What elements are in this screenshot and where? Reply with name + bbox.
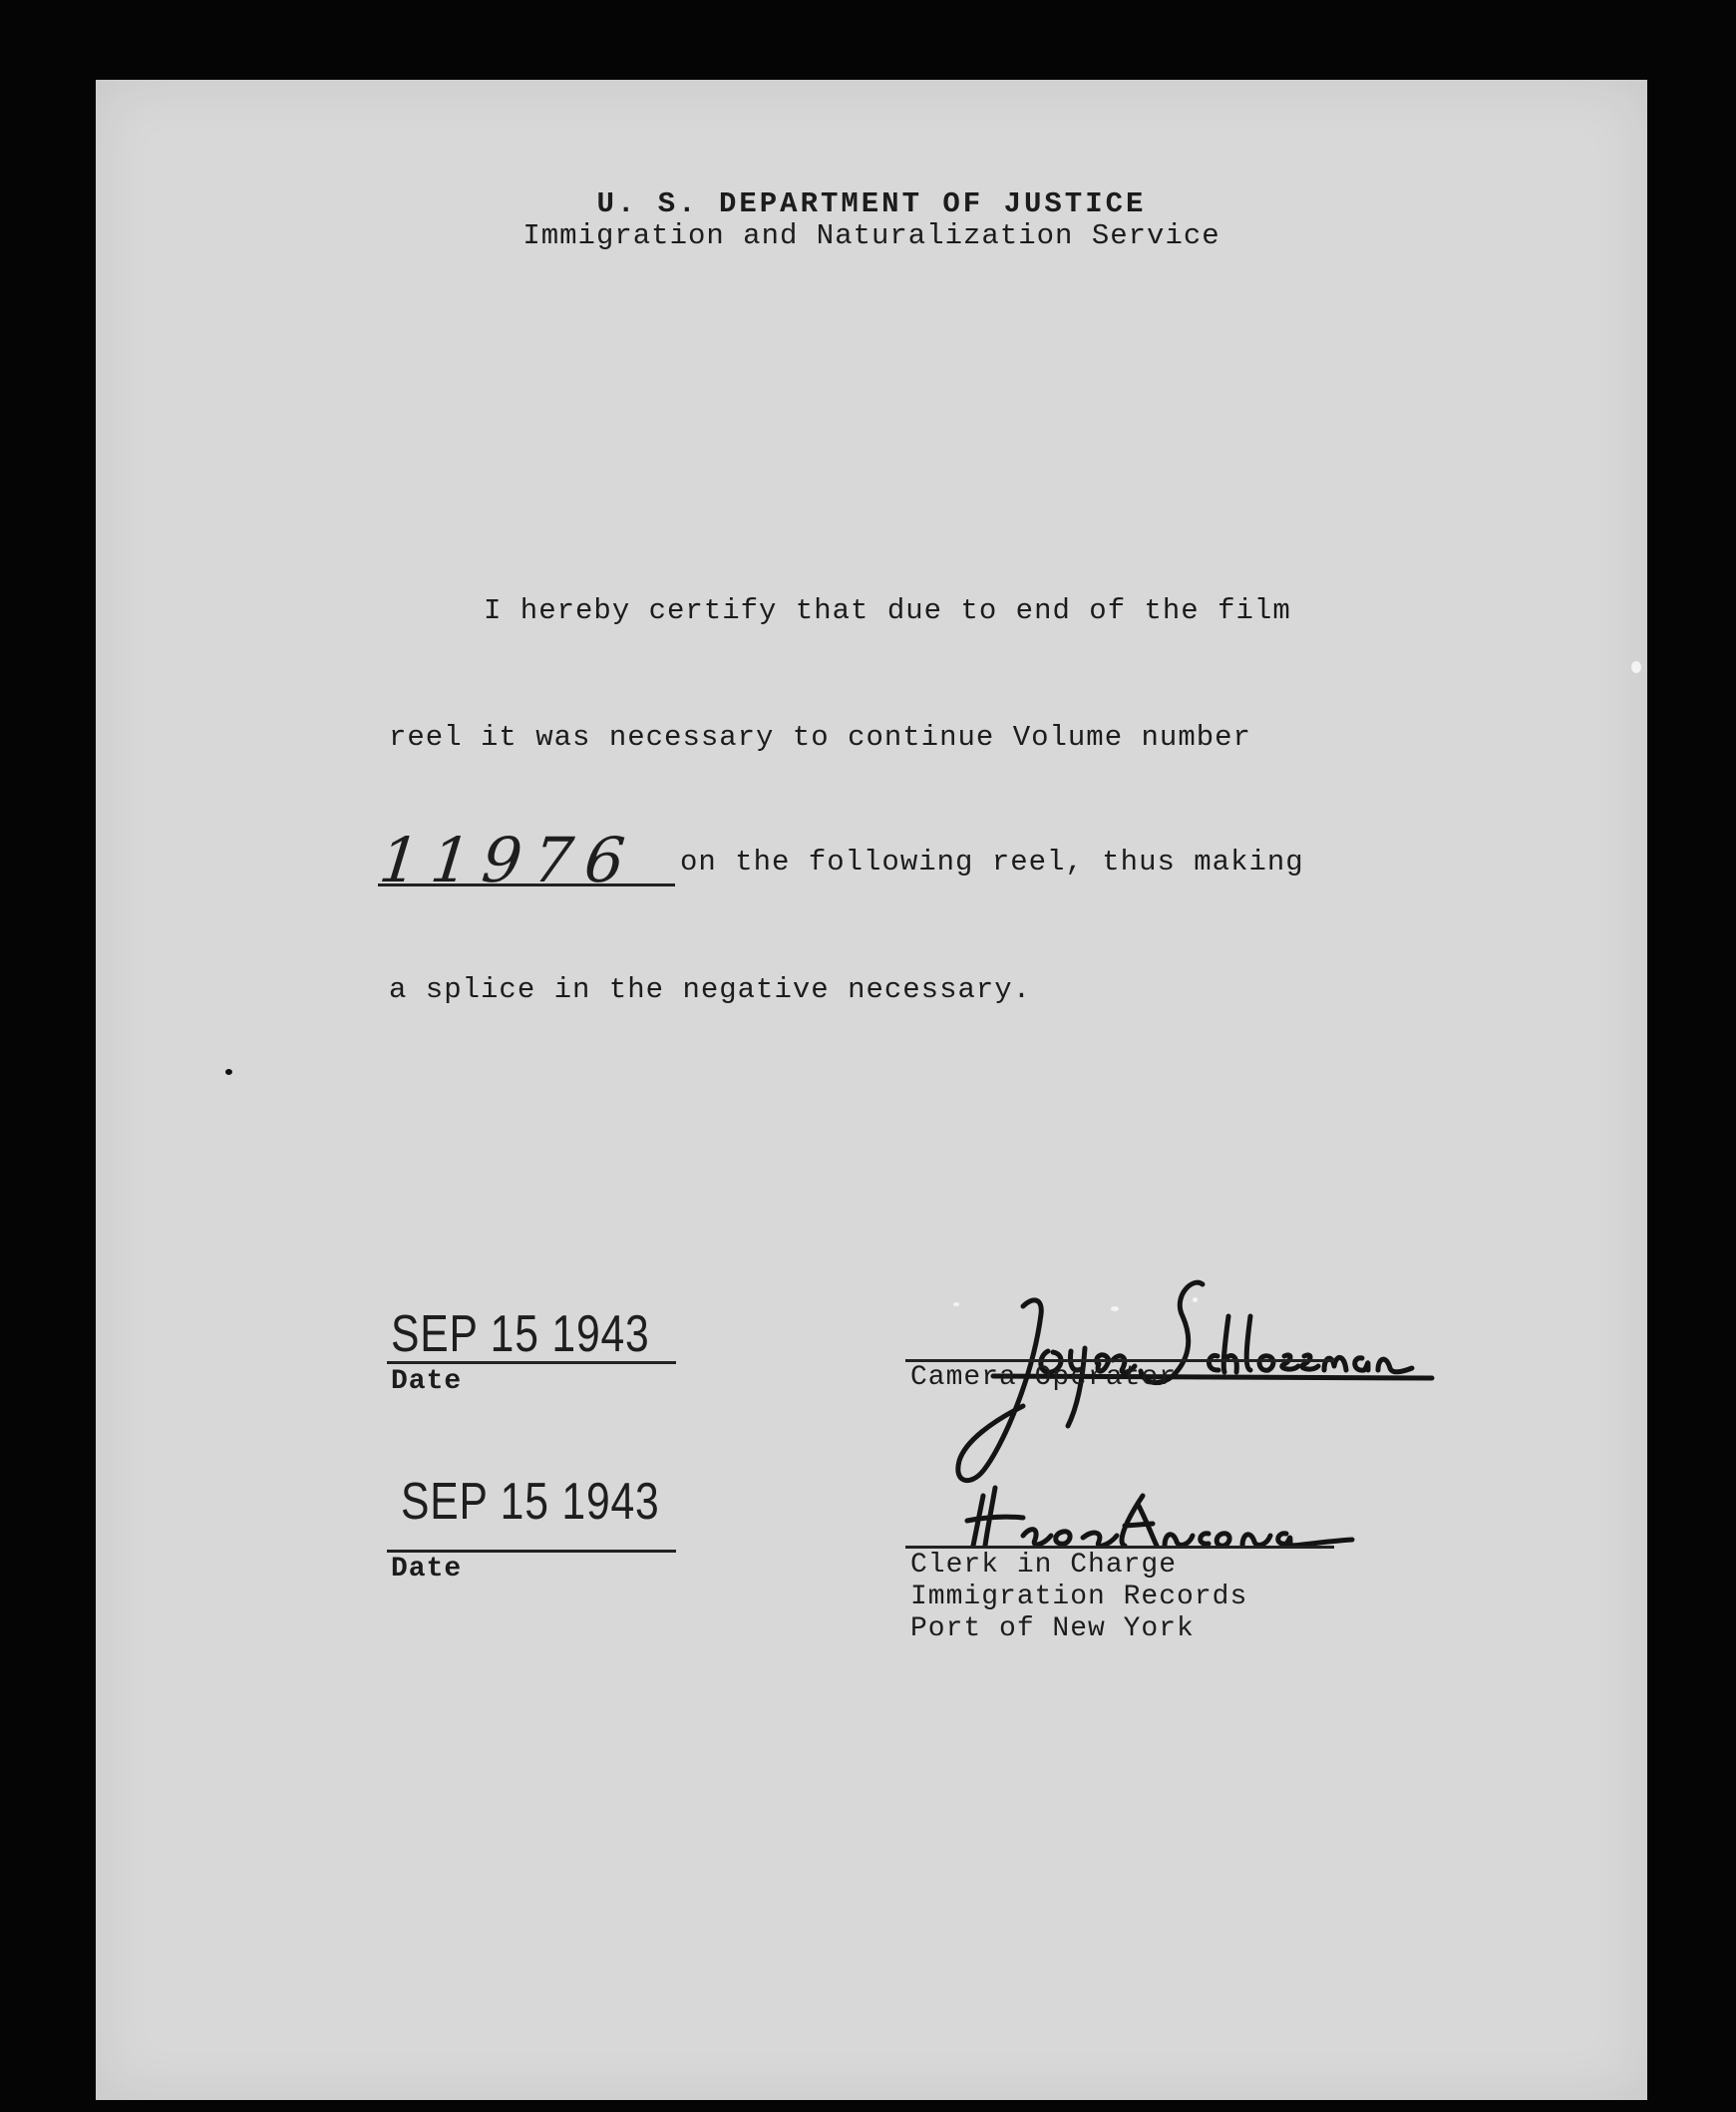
clerk-title-line-3: Port of New York: [910, 1613, 1195, 1644]
document-page: [96, 80, 1647, 2100]
date-line-1: [387, 1361, 676, 1364]
date-stamp-1: SEP 15 1943: [391, 1305, 650, 1363]
scan-speck: [1111, 1306, 1119, 1311]
volume-number-handwritten: 11976: [376, 824, 640, 896]
scan-speck: [1631, 661, 1641, 673]
certificate-line-2: reel it was necessary to continue Volume number: [389, 721, 1251, 754]
service-subheading: Immigration and Naturalization Service: [522, 219, 1220, 252]
date-stamp-2: SEP 15 1943: [401, 1473, 660, 1531]
clerk-title-line-1: Clerk in Charge: [910, 1550, 1178, 1581]
scan-speck: [1193, 1297, 1198, 1302]
department-heading: U. S. DEPARTMENT OF JUSTICE: [596, 187, 1147, 220]
clerk-signature-line: [905, 1546, 1334, 1549]
clerk-title-block: [910, 1550, 1247, 1645]
clerk-title-line-2: Immigration Records: [910, 1582, 1248, 1612]
date-label-1: Date: [391, 1366, 463, 1397]
camera-operator-label: Camera Operator: [910, 1362, 1178, 1393]
certificate-line-1: I hereby certify that due to end of the film: [484, 594, 1291, 627]
date-line-2: [387, 1550, 676, 1553]
scan-speck: [225, 1069, 232, 1075]
certificate-line-3: on the following reel, thus making: [680, 846, 1304, 879]
volume-number-underline: [378, 883, 675, 886]
certificate-line-4: a splice in the negative necessary.: [389, 973, 1032, 1006]
date-label-2: Date: [391, 1554, 463, 1584]
scan-speck: [953, 1302, 959, 1306]
